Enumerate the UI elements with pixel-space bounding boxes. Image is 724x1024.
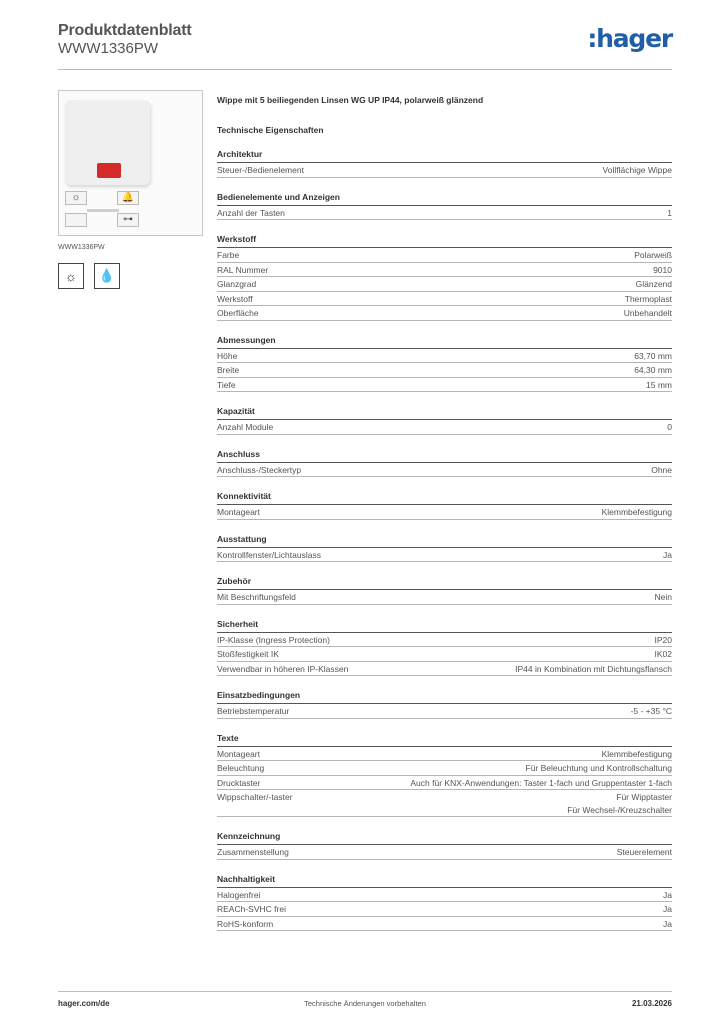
spec-value	[603, 164, 672, 177]
spec-value-line: 64,30 mm	[634, 365, 672, 375]
spec-group	[217, 233, 672, 321]
lens-tray-connector	[87, 209, 119, 212]
spec-label: Montageart	[217, 748, 260, 759]
product-image-column	[58, 90, 203, 289]
spec-label: Glanzgrad	[217, 279, 257, 289]
spec-row	[217, 662, 672, 677]
spec-row	[217, 463, 672, 478]
spec-value-line: Glänzend	[635, 279, 672, 289]
spec-value	[667, 421, 672, 434]
spec-value	[624, 307, 672, 320]
spec-group-title: Zubehör	[217, 575, 672, 590]
spec-row	[217, 647, 672, 662]
spec-group-title: Sicherheit	[217, 618, 672, 633]
spec-label: Anschluss-/Steckertyp	[217, 464, 302, 475]
spec-row	[217, 349, 672, 364]
footer-disclaimer: Technische Änderungen vorbehalten	[304, 999, 426, 1008]
spec-label: REACh-SVHC frei	[217, 904, 286, 914]
spec-group-title: Texte	[217, 732, 672, 747]
spec-value-line: Klemmbefestigung	[601, 507, 672, 517]
spec-group-title: Abmessungen	[217, 334, 672, 349]
spec-label: Werkstoff	[217, 293, 253, 304]
spec-label: Wippschalter/-taster	[217, 792, 293, 802]
spec-value-line: Für Wechsel-/Kreuzschalter	[567, 804, 672, 815]
spec-row	[217, 306, 672, 321]
spec-label: Drucktaster	[217, 777, 261, 788]
product-code: WWW1336PW	[58, 40, 159, 57]
spec-label: Halogenfrei	[217, 889, 261, 900]
spec-group-title: Kapazität	[217, 405, 672, 420]
spec-row	[217, 917, 672, 932]
spec-value	[602, 748, 672, 761]
spec-label: Montageart	[217, 507, 260, 517]
spec-value-line: Unbehandelt	[623, 308, 672, 318]
spec-value	[617, 846, 672, 859]
bell-lens-icon: 🔔	[117, 191, 139, 205]
red-lens	[97, 163, 121, 178]
rocker-switch-image	[65, 100, 150, 185]
spec-row	[217, 845, 672, 860]
spec-value	[663, 918, 672, 931]
product-image	[58, 90, 203, 236]
spec-row	[217, 378, 672, 393]
spec-label: Beleuchtung	[217, 763, 265, 773]
spec-value-line: 9010	[653, 264, 672, 275]
spec-value	[515, 663, 672, 676]
spec-row	[217, 206, 672, 221]
spec-value	[646, 379, 672, 392]
spec-value	[651, 464, 672, 477]
spec-label: RAL Nummer	[217, 264, 269, 275]
spec-value	[634, 364, 672, 377]
spec-value-line: Vollflächige Wippe	[602, 165, 672, 175]
spec-group	[217, 830, 672, 860]
spec-label: Zusammenstellung	[217, 847, 289, 857]
spec-group	[217, 732, 672, 818]
spec-value	[655, 648, 673, 661]
spec-value-line: 1	[667, 207, 672, 218]
spec-value-line: Ja	[663, 889, 672, 900]
spec-value-line: Für Wipptaster	[616, 792, 672, 802]
spec-value-line: IP44 in Kombination mit Dichtungsflansch	[515, 663, 672, 674]
spec-value	[625, 293, 672, 306]
spec-label: Verwendbar in höheren IP-Klassen	[217, 663, 349, 674]
spec-group	[217, 334, 672, 393]
spec-label: RoHS-konform	[217, 918, 274, 929]
spec-value-line: IK02	[654, 649, 672, 659]
spec-value-line: -5 - +35 °C	[630, 706, 672, 716]
spec-group-title: Kennzeichnung	[217, 830, 672, 845]
spec-group-title: Ausstattung	[217, 533, 672, 548]
spec-value	[526, 762, 672, 775]
spec-value	[634, 249, 672, 262]
spec-label: Steuer-/Bedienelement	[217, 165, 304, 175]
water-protection-icon: 💧	[94, 263, 120, 289]
section-title: Technische Eigenschaften	[217, 125, 324, 135]
spec-value-line: IP20	[654, 634, 672, 645]
page-header	[58, 20, 672, 70]
spec-value-line: Für Beleuchtung und Kontrollschaltung	[525, 763, 672, 773]
spec-row	[217, 505, 672, 520]
spec-value-line: Polarweiß	[634, 250, 672, 260]
spec-value	[653, 264, 672, 277]
spec-group	[217, 490, 672, 520]
spec-value-line: Ja	[663, 904, 672, 914]
product-description: Wippe mit 5 beiliegenden Linsen WG UP IP44, polarweiß glänzend	[217, 95, 484, 105]
lens-tray	[61, 187, 153, 233]
spec-label: Farbe	[217, 250, 240, 260]
spec-row	[217, 633, 672, 648]
spec-value-line: 15 mm	[646, 379, 672, 390]
spec-value-line: 0	[667, 422, 672, 432]
spec-value-line: Ja	[663, 918, 672, 929]
spec-value-line: Auch für KNX-Anwendungen: Taster 1-fach und Gruppentaster 1-fach	[410, 777, 672, 788]
spec-label: IP-Klasse (Ingress Protection)	[217, 634, 330, 645]
spec-value	[667, 207, 672, 220]
spec-group-title: Werkstoff	[217, 233, 672, 248]
spec-group	[217, 191, 672, 221]
spec-label: Höhe	[217, 350, 238, 361]
spec-row	[217, 590, 672, 605]
spec-group-title: Anschluss	[217, 448, 672, 463]
spec-value-line: Thermoplast	[624, 293, 672, 304]
spec-group-title: Bedienelemente und Anzeigen	[217, 191, 672, 206]
spec-label: Breite	[217, 365, 240, 375]
spec-group-title: Einsatzbedingungen	[217, 689, 672, 704]
blank-lens-icon	[65, 213, 87, 227]
spec-label: Kontrollfenster/Lichtauslass	[217, 549, 321, 560]
spec-row	[217, 888, 672, 903]
spec-group	[217, 618, 672, 677]
spec-group-title: Nachhaltigkeit	[217, 873, 672, 888]
spec-value-line: Ja	[663, 549, 672, 560]
spec-row	[217, 704, 672, 719]
sun-lens-icon: ☼	[65, 191, 87, 205]
spec-row	[217, 163, 672, 178]
spec-value-line: Klemmbefestigung	[601, 748, 672, 759]
spec-group-title: Architektur	[217, 148, 672, 163]
document-title: Produktdatenblatt	[58, 22, 192, 39]
spec-value	[663, 889, 672, 902]
spec-value	[602, 506, 672, 519]
spec-group	[217, 575, 672, 605]
spec-row	[217, 761, 672, 776]
footer-website[interactable]: hager.com/de	[58, 999, 110, 1008]
specifications	[217, 90, 672, 944]
spec-value	[567, 791, 672, 816]
spec-value-line: 63,70 mm	[634, 350, 672, 361]
spec-group	[217, 148, 672, 178]
spec-label: Oberfläche	[217, 308, 259, 318]
spec-value	[655, 634, 673, 647]
spec-label: Anzahl der Tasten	[217, 207, 285, 218]
spec-row	[217, 420, 672, 435]
spec-label: Tiefe	[217, 379, 236, 390]
image-caption: WWW1336PW	[58, 244, 105, 251]
spec-row	[217, 363, 672, 378]
spec-value	[655, 591, 672, 604]
spec-value-line: Nein	[654, 592, 672, 602]
spec-value	[634, 350, 672, 363]
spec-group	[217, 873, 672, 932]
spec-row	[217, 776, 672, 791]
spec-row	[217, 747, 672, 762]
spec-group	[217, 448, 672, 478]
footer-date: 21.03.2026	[631, 999, 672, 1008]
spec-group	[217, 689, 672, 719]
spec-label: Betriebstemperatur	[217, 706, 290, 716]
spec-row	[217, 263, 672, 278]
feature-badges	[58, 263, 203, 289]
page-footer	[58, 991, 672, 1013]
spec-value-line: Ohne	[651, 464, 672, 475]
spec-value	[663, 903, 672, 916]
spec-value	[631, 705, 672, 718]
spec-group	[217, 533, 672, 563]
spec-value-line: Steuerelement	[616, 847, 672, 857]
spec-row	[217, 902, 672, 917]
spec-row	[217, 277, 672, 292]
spec-groups	[217, 148, 672, 931]
illumination-icon: ☼	[58, 263, 84, 289]
spec-label: Mit Beschriftungsfeld	[217, 592, 296, 602]
spec-label: Anzahl Module	[217, 422, 274, 432]
key-lens-icon: ⊶	[117, 213, 139, 227]
spec-group-title: Konnektivität	[217, 490, 672, 505]
spec-value	[663, 549, 672, 562]
spec-label: Stoßfestigkeit IK	[217, 649, 279, 659]
spec-row	[217, 790, 672, 817]
spec-row	[217, 292, 672, 307]
spec-group	[217, 405, 672, 435]
spec-row	[217, 548, 672, 563]
spec-value	[636, 278, 672, 291]
spec-value	[410, 777, 672, 790]
hager-logo[interactable]: :hager	[587, 24, 672, 53]
spec-row	[217, 248, 672, 263]
